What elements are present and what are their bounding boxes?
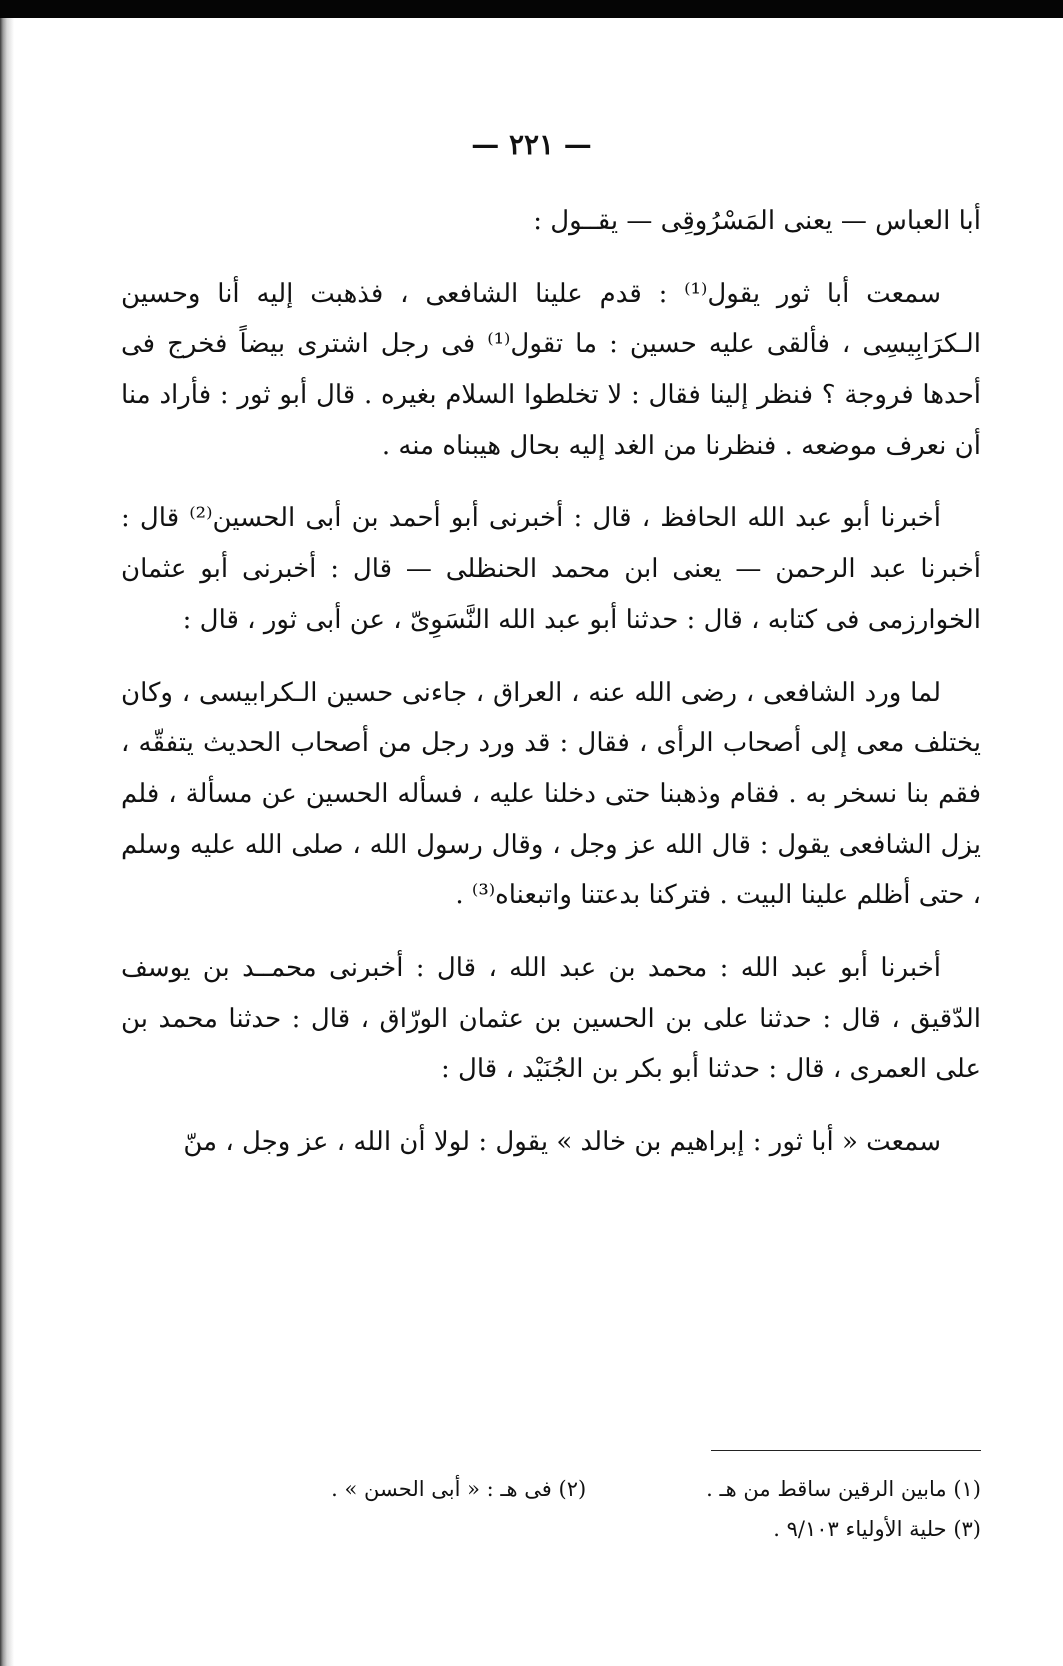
paragraph-1: أبا العباس — يعنى المَسْرُوقِى — يقــول : (533, 206, 981, 236)
footnote-row (221, 1470, 981, 1510)
main-text (121, 196, 981, 1190)
paragraph-5: أخبرنا أبو عبد الله : محمد بن عبد الله ، قال : أخبرنى محمــد بن يوسف الدّقيق ، قال : حدثنا على بن الحسين بن عثمان الورّاق ، قال : حدثنا محمد بن على العمرى ، قال : حدثنا أبو بكر بن الجُنَيْد ، قال : (121, 952, 981, 1085)
footnote-2: (٢) فى هـ : « أبى الحسن » . (331, 1477, 587, 1501)
footnote-3: (٣) حلية الأولياء ٩/١٠٣ . (773, 1516, 981, 1541)
footnotes (221, 1470, 981, 1550)
footnote-1: (١) مابين الرقين ساقط من هـ . (706, 1477, 981, 1501)
page-number: — ٢٢١ — (471, 128, 592, 161)
paragraph-2: سمعت أبا ثور يقول⁽¹⁾ : قدم علينا الشافعى ، فذهبت إليه أنا وحسين الـكرَابِيسِى ، فألقى عليه حسين : ما تقول⁽¹⁾ فى رجل اشترى بيضاً فخرج فى أحدها فروجة ؟ فنظر إلينا فقال : لا تخلطوا السلام بغيره . قال أبو ثور : فأراد منا أن نعرف موضعه . فنظرنا من الغد إليه بحال هيبناه منه . (121, 278, 981, 461)
paragraph-3: أخبرنا أبو عبد الله الحافظ ، قال : أخبرنى أبو أحمد بن أبى الحسين⁽²⁾ قال : أخبرنا عبد الرحمن — يعنى ابن محمد الحنظلى — قال : أخبرنى أبو عثمان الخوارزمى فى كتابه ، قال : حدثنا أبو عبد الله النَّسَوِىّ ، عن أبى ثور ، قال : (121, 503, 981, 635)
scan-left-edge (0, 18, 14, 1666)
paragraph-4: لما ورد الشافعى ، رضى الله عنه ، العراق ، جاءنى حسين الـكرابيسى ، وكان يختلف معى إلى أصحاب الرأى ، فقال : قد ورد رجل من أصحاب الحديث يتفقّه ، فقم بنا نسخر به . فقام وذهبنا حتى دخلنا عليه ، فسأله الحسين عن مسألة ، فلم يزل الشافعى يقول : قال الله عز وجل ، وقال رسول الله ، صلى الله عليه وسلم ، حتى أظلم علينا البيت . فتركنا بدعتنا واتبعناه⁽³⁾ . (121, 677, 981, 911)
paragraph-6: سمعت « أبا ثور : إبراهيم بن خالد » يقول : لولا أن الله ، عز وجل ، منّ (183, 1127, 941, 1157)
footnote-row (221, 1510, 981, 1550)
scan-top-border (0, 0, 1063, 18)
footnote-separator (711, 1450, 981, 1451)
